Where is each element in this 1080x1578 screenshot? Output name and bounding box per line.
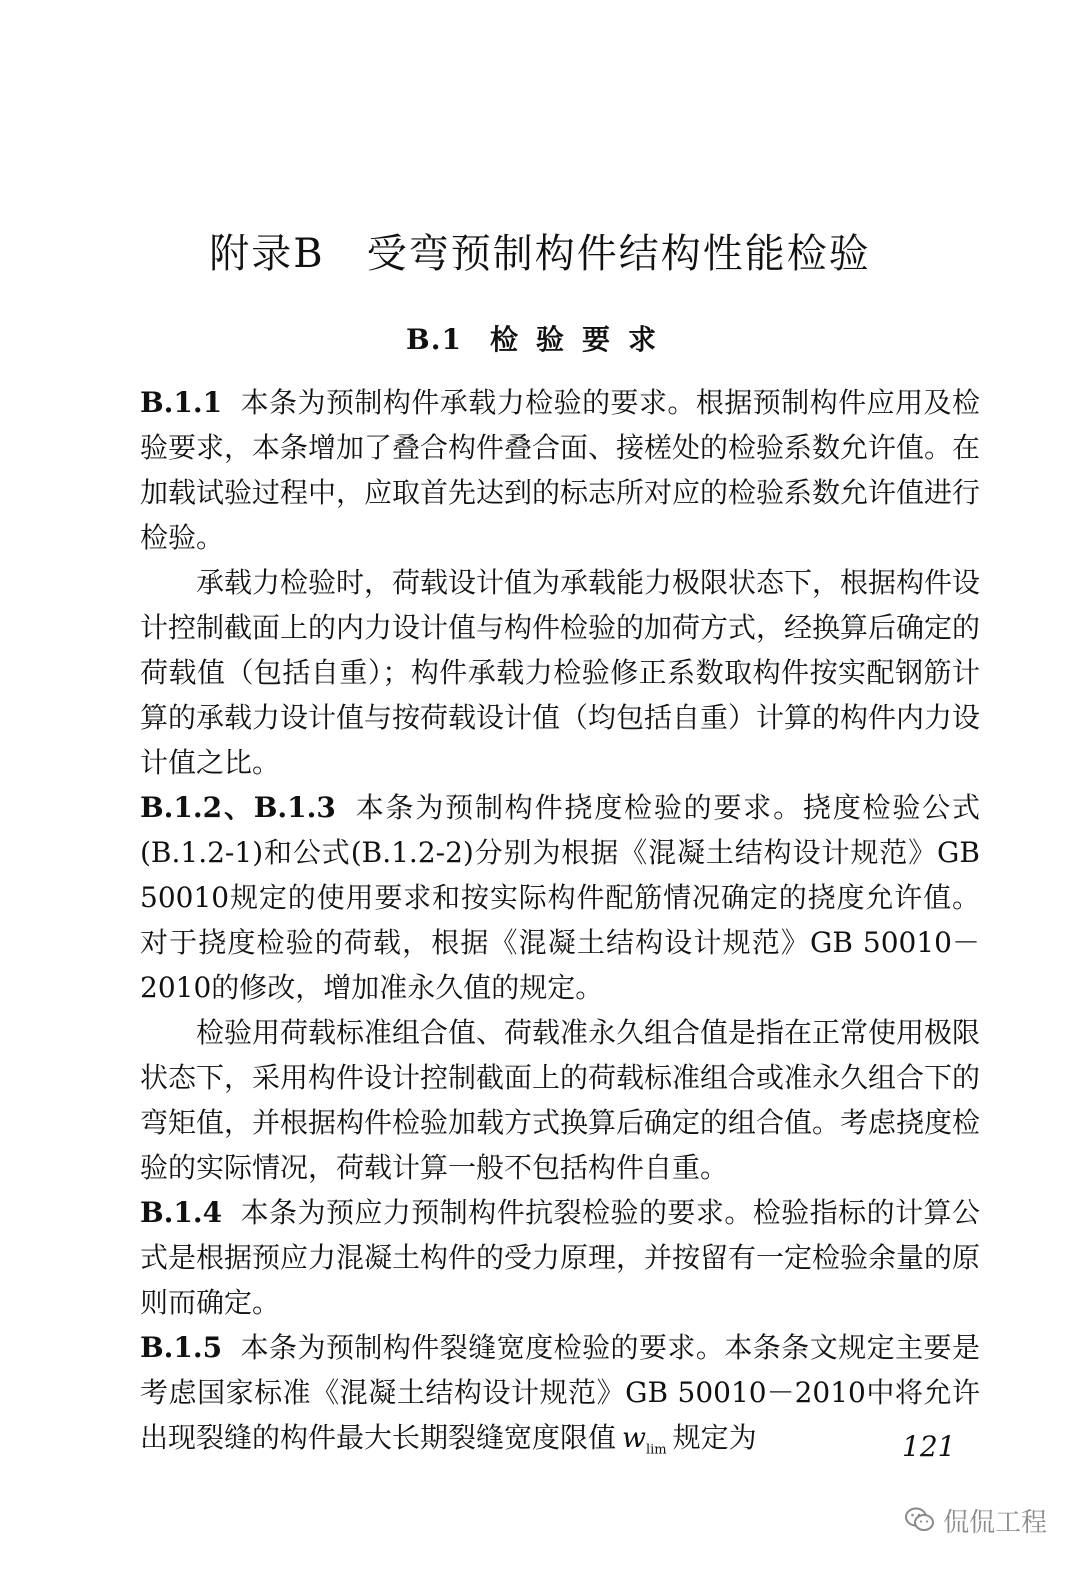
section-title-text: 检验要求: [489, 323, 674, 356]
body-text: [140, 380, 980, 1473]
appendix-title: 附录B 受弯预制构件结构性能检验: [209, 231, 871, 277]
paragraph-text: 承载力检验时，荷载设计值为承载能力极限状态下，根据构件设计控制截面上的内力设计值与构件检验的加荷方式，经换算后确定的荷载值（包括自重）；构件承载力检验修正系数取构件按实配钢筋计算的承载力设计值与按荷载设计值（均包括自重）计算的构件内力设计值之比。: [140, 566, 981, 779]
wechat-icon: [905, 1507, 935, 1533]
paragraph-b-1-2-b-1-3: [140, 785, 980, 1010]
clause-number: B.1.4: [140, 1196, 223, 1229]
clause-number: B.1.1: [140, 386, 223, 419]
symbol-w: w: [622, 1421, 646, 1454]
section-number: B.1: [406, 323, 462, 356]
paragraph-text: 检验用荷载标准组合值、荷载准永久组合值是指在正常使用极限状态下，采用构件设计控制截面上的荷载标准组合或准永久组合下的弯矩值，并根据构件检验加载方式换算后确定的组合值。考虑挠度检验的实际情况，荷载计算一般不包括构件自重。: [140, 1016, 981, 1184]
paragraph-text: 本条为预制构件挠度检验的要求。挠度检验公式(B.1.2-1)和公式(B.1.2-2)分别为根据《混凝土结构设计规范》GB 50010规定的使用要求和按实际构件配筋情况确定的挠度允许值。对于挠度检验的荷载，根据《混凝土结构设计规范》GB 50010－2010的修改，增加准永久值的规定。: [140, 791, 980, 1004]
paragraph-b-1-1: [140, 380, 980, 560]
clause-number: B.1.2、B.1.3: [140, 791, 336, 824]
paragraph-load-combination: [140, 1010, 980, 1190]
paragraph-text: 本条为预制构件承载力检验的要求。根据预制构件应用及检验要求，本条增加了叠合构件叠合面、接槎处的检验系数允许值。在加载试验过程中，应取首先达到的标志所对应的检验系数允许值进行检验。: [140, 386, 981, 554]
watermark-text: 侃侃工程: [943, 1507, 1048, 1538]
math-symbol: [622, 1421, 667, 1458]
paragraph-text: 本条为预制构件裂缝宽度检验的要求。本条条文规定主要是考虑国家标准《混凝土结构设计规范》GB 50010－2010中将允许出现裂缝的构件最大长期裂缝宽度限值: [140, 1331, 980, 1454]
paragraph-b-1-5: [140, 1325, 980, 1473]
clause-number: B.1.5: [140, 1331, 223, 1364]
paragraph-tail: 规定为: [672, 1421, 757, 1454]
page-number: 121: [902, 1430, 956, 1463]
paragraph-load-capacity: [140, 560, 980, 785]
section-title: [0, 318, 1080, 358]
watermark: [905, 1500, 1047, 1540]
paragraph-text: 本条为预应力预制构件抗裂检验的要求。检验指标的计算公式是根据预应力混凝土构件的受力原理，并按留有一定检验余量的原则而确定。: [140, 1196, 981, 1319]
paragraph-b-1-4: [140, 1190, 980, 1325]
symbol-subscript: lim: [645, 1442, 667, 1458]
